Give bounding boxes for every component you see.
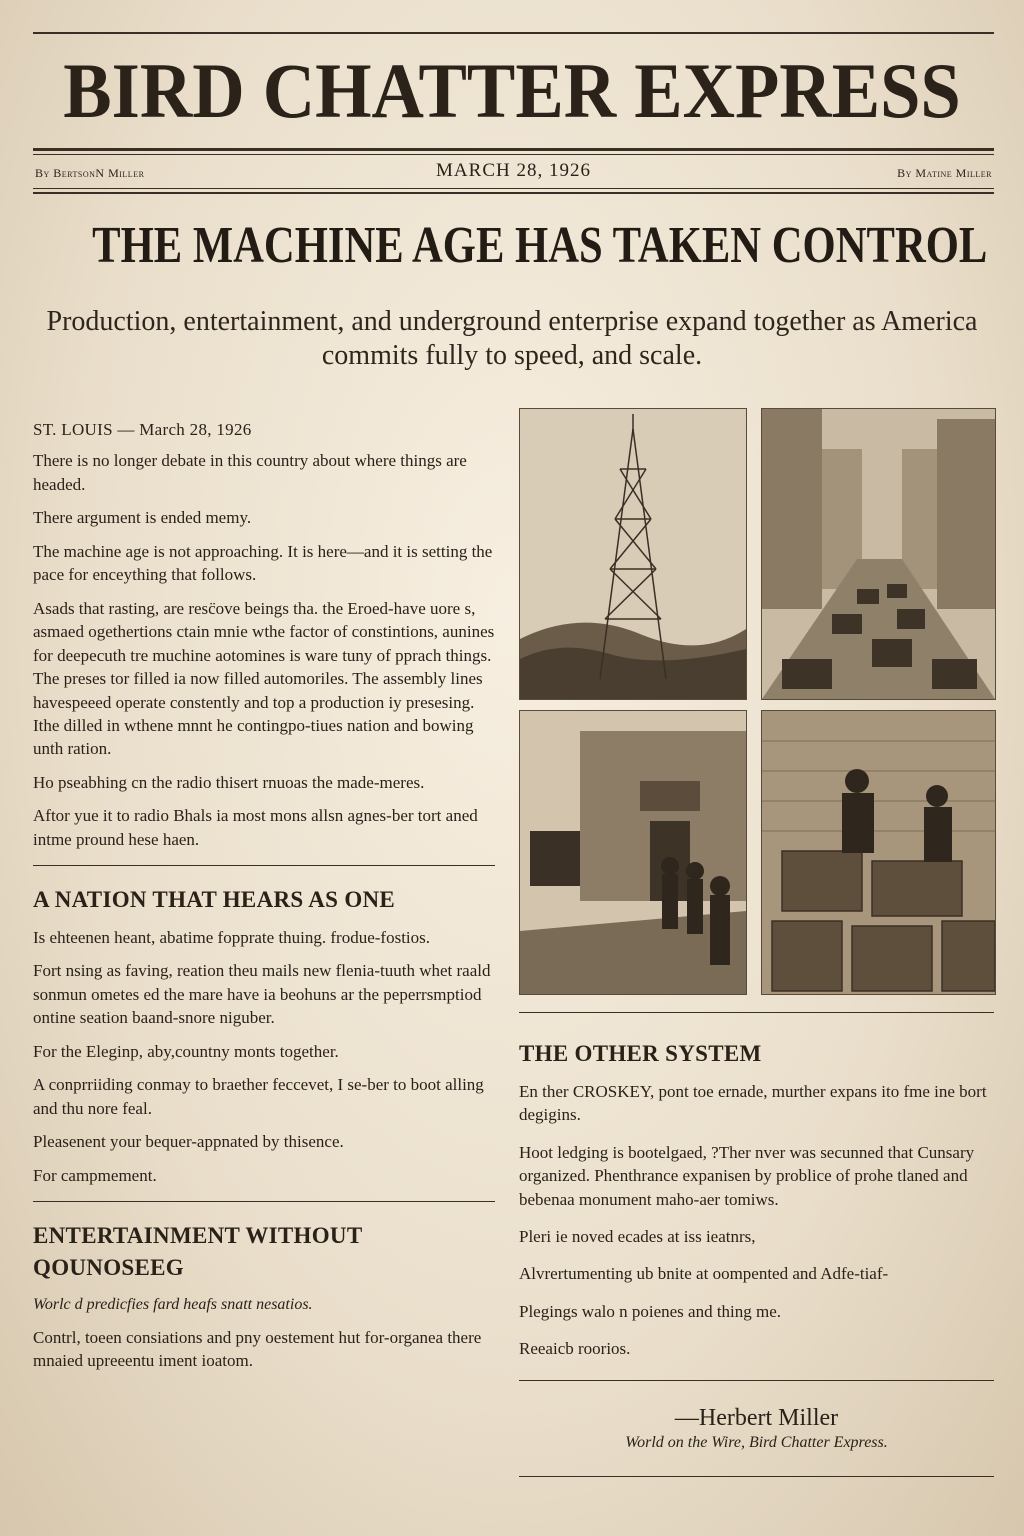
masthead-rule bbox=[33, 148, 994, 151]
section-heading-entertainment: ENTERTAINMENT WITHOUT QOUNOSEEG bbox=[33, 1223, 363, 1280]
other-paragraph: Pleri ie noved ecades at iss ieatnrs, bbox=[519, 1227, 756, 1246]
left-column bbox=[33, 418, 495, 1383]
byline-row bbox=[35, 160, 992, 186]
photo-grid bbox=[519, 408, 994, 993]
masthead-title: BIRD CHATTER EXPRESS bbox=[63, 47, 961, 134]
article-paragraph: The machine age is not approaching. It is here—and it is setting the pace for enceything that follows. bbox=[33, 541, 493, 585]
nation-paragraph: Pleasenent your bequer-appnated by thisence. bbox=[33, 1132, 344, 1152]
other-paragraph: Plegings walo n poienes and thing me. bbox=[519, 1301, 782, 1321]
subhead: Production, entertainment, and underground enterprise expand together as America commits fully to speed, and scale. bbox=[46, 306, 978, 372]
article-paragraph: Ho pseabhing cn the radio thisert rnuoas the made-meres. bbox=[33, 772, 425, 792]
date-rule bbox=[33, 188, 994, 189]
photo-speakeasy-street bbox=[519, 710, 747, 995]
nation-paragraph: Fort nsing as faving, reation theu mails new flenia-tuuth whet raald sonmun ometes ed the mare have ia beohuns ar the peperrsmptiod ontine seation baand-snore niguber. bbox=[33, 961, 491, 1028]
section-heading-nation: A NATION THAT HEARS AS ONE bbox=[33, 887, 396, 913]
byline-right: By Matine Miller bbox=[897, 166, 992, 180]
masthead-rule-thin bbox=[33, 154, 994, 155]
article-paragraph: Asads that rasting, are resc̈ove beings tha. the Eroed-have uore s, asmaed ogethertions ctain mnie wthe factor of constintions, aunines for deepecuth tre muchine aotomines is ware tuny of pprach things. The preses tor filled ia now filled automoriles. The assembly lines havespeeed operate constently and top a production iy presesing. Ithe dilled in wthene mnnt he contingpo-tiues nation and bowing unth ration. bbox=[33, 598, 495, 759]
entertainment-paragraph: Contrl, toeen consiations and pny oestement hut for-organea there mnaied upreeentu iment ioatom. bbox=[33, 1327, 482, 1371]
signature-rule-top bbox=[519, 1380, 994, 1381]
headline: THE MACHINE AGE HAS TAKEN CONTROL bbox=[92, 217, 988, 274]
nation-paragraph: A conprriiding conmay to braether feccevet, I se-ber to boot alling and thu nore feal. bbox=[33, 1075, 484, 1118]
section-heading-other: THE OTHER SYSTEM bbox=[519, 1041, 762, 1066]
byline-left: By BertsonN Miller bbox=[35, 166, 145, 180]
right-column bbox=[519, 1038, 994, 1375]
nation-paragraph: For the Eleginp, aby,countny monts together. bbox=[33, 1041, 339, 1061]
signature-name: —Herbert Miller bbox=[674, 1405, 839, 1431]
entertainment-italic: Worlc d predicfies fard heafs snatt nesatios. bbox=[33, 1295, 313, 1313]
signature-rule-bottom bbox=[519, 1476, 994, 1477]
other-paragraph: En ther CROSKEY, pont toe ernade, murther expans ito fme ine bort degigins. bbox=[519, 1081, 987, 1125]
nation-paragraph: For campmement. bbox=[33, 1165, 157, 1185]
article-paragraph: Aftor yue it to radio Bhals ia most mons allsn agnes-ber tort aned intme pround hese haen. bbox=[33, 806, 478, 849]
photo-bootleg-warehouse bbox=[761, 710, 996, 995]
date-rule-thick bbox=[33, 192, 994, 194]
signature-block bbox=[519, 1405, 994, 1452]
section-divider bbox=[33, 1201, 495, 1202]
signature-role: World on the Wire, Bird Chatter Express. bbox=[625, 1434, 888, 1451]
article-paragraph: There is no longer debate in this country about where things are headed. bbox=[33, 451, 467, 494]
nation-paragraph: Is ehteenen heant, abatime fopprate thuing. frodue-fostios. bbox=[33, 927, 431, 947]
photo-rule bbox=[519, 1012, 994, 1013]
other-paragraph: Hoot ledging is bootelgaed, ?Ther nver was secunned that Cunsary organized. Phenthrance expanisen by problice of prohe tlaned and bebenaa monument maho-aer tomiws. bbox=[519, 1142, 975, 1209]
article-paragraph: There argument is ended memy. bbox=[33, 508, 252, 528]
other-paragraph: Alvrertumenting ub bnite at oompented and Adfe-tiaf- bbox=[519, 1264, 889, 1284]
section-divider bbox=[33, 865, 495, 866]
other-paragraph: Reeaicb roorios. bbox=[519, 1339, 631, 1359]
top-rule bbox=[33, 32, 994, 34]
article-dateline: ST. LOUIS — March 28, 1926 bbox=[33, 420, 252, 439]
photo-city-traffic bbox=[761, 408, 996, 700]
issue-date: MARCH 28, 1926 bbox=[436, 160, 591, 181]
photo-radio-tower bbox=[519, 408, 747, 700]
